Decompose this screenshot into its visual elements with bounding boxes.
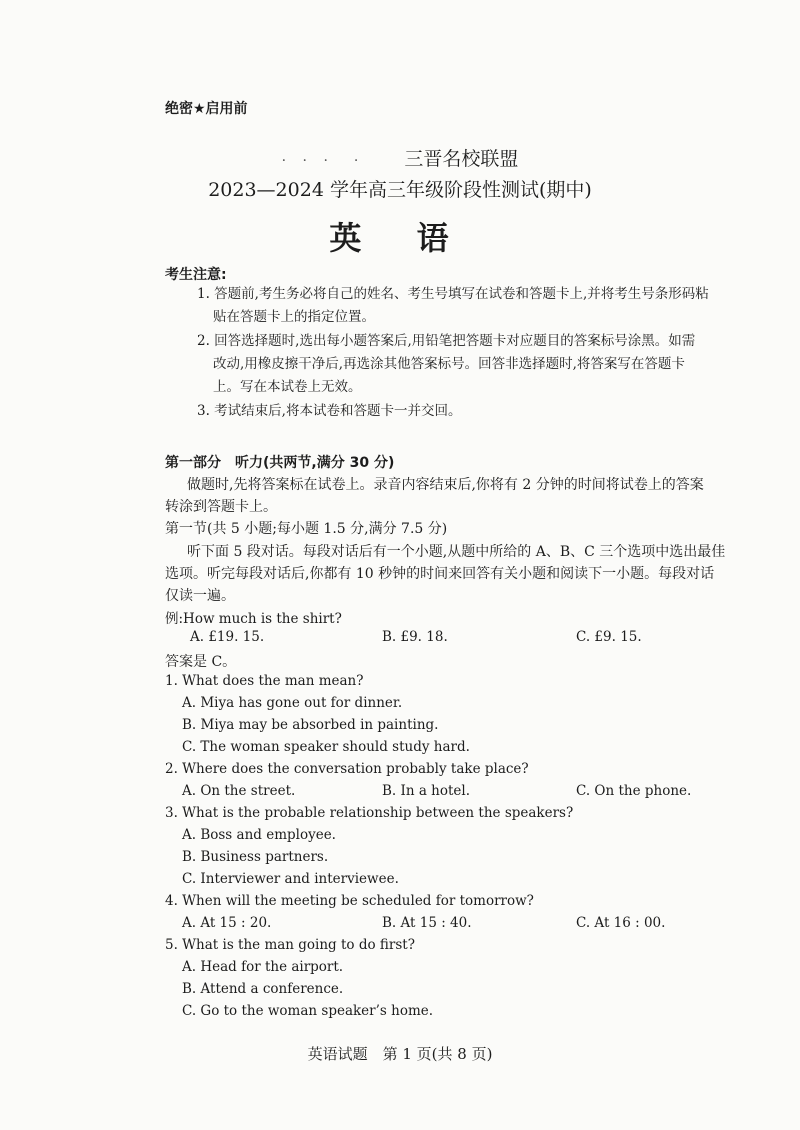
q1-option-a: A. Miya has gone out for dinner. [182, 695, 403, 711]
subject-title: 英 语 [329, 219, 471, 257]
note-3-line-1: 3. 考试结束后,将本试卷和答题卡一并交回。 [197, 403, 462, 419]
part1-intro-line-1: 做题时,先将答案标在试卷上。录音内容结束后,你将有 2 分钟的时间将试卷上的答案 [187, 477, 704, 493]
q1-option-b: B. Miya may be absorbed in painting. [182, 717, 439, 733]
example-answer: 答案是 C。 [165, 654, 237, 670]
question-5: 5. What is the man going to do first? [165, 937, 415, 953]
confidential-label: 绝密★启用前 [165, 101, 248, 117]
note-2-line-1: 2. 回答选择题时,选出每小题答案后,用铅笔把答题卡对应题目的答案标号涂黑。如需 [197, 333, 696, 349]
question-1: 1. What does the man mean? [165, 673, 364, 689]
note-1-line-2: 贴在答题卡上的指定位置。 [213, 309, 375, 325]
q3-option-b: B. Business partners. [182, 849, 329, 865]
q1-option-c: C. The woman speaker should study hard. [182, 739, 470, 755]
q4-option-b: B. At 15 : 40. [382, 915, 472, 931]
note-2-line-3: 上。写在本试卷上无效。 [213, 379, 362, 395]
example-option-c: C. £9. 15. [576, 629, 642, 645]
exam-title: 2023—2024 学年高三年级阶段性测试(期中) [208, 179, 592, 201]
note-1-line-1: 1. 答题前,考生务必将自己的姓名、考生号填写在试卷和答题卡上,并将考生号条形码粘 [197, 286, 709, 302]
part1-heading: 第一部分 听力(共两节,满分 30 分) [165, 455, 395, 471]
q3-option-a: A. Boss and employee. [182, 827, 336, 843]
question-4: 4. When will the meeting be scheduled for tomorrow? [165, 893, 534, 909]
q2-option-a: A. On the street. [182, 783, 296, 799]
example-option-a: A. £19. 15. [190, 629, 265, 645]
question-3: 3. What is the probable relationship between the speakers? [165, 805, 574, 821]
q2-option-b: B. In a hotel. [382, 783, 471, 799]
section1-heading: 第一节(共 5 小题;每小题 1.5 分,满分 7.5 分) [165, 521, 448, 537]
q2-option-c: C. On the phone. [576, 783, 692, 799]
instr-line-2: 选项。听完每段对话后,你都有 10 秒钟的时间来回答有关小题和阅读下一小题。每段对话 [165, 566, 715, 582]
instr-line-3: 仅读一遍。 [165, 588, 235, 604]
part1-intro-line-2: 转涂到答题卡上。 [165, 499, 277, 515]
page-footer: 英语试题 第 1 页(共 8 页) [307, 1045, 493, 1063]
note-2-line-2: 改动,用橡皮擦干净后,再选涂其他答案标号。回答非选择题时,将答案写在答题卡 [213, 356, 685, 372]
q5-option-c: C. Go to the woman speaker’s home. [182, 1003, 434, 1019]
q4-option-a: A. At 15 : 20. [182, 915, 272, 931]
notes-heading: 考生注意: [165, 267, 227, 283]
instr-line-1: 听下面 5 段对话。每段对话后有一个小题,从题中所给的 A、B、C 三个选项中选出最佳 [187, 544, 726, 560]
q4-option-c: C. At 16 : 00. [576, 915, 666, 931]
q5-option-b: B. Attend a conference. [182, 981, 344, 997]
example-question: 例:How much is the shirt? [165, 611, 342, 627]
question-2: 2. Where does the conversation probably take place? [165, 761, 529, 777]
example-option-b: B. £9. 18. [382, 629, 448, 645]
q3-option-c: C. Interviewer and interviewee. [182, 871, 399, 887]
org-title: · · · · 三晋名校联盟 [281, 148, 519, 170]
scan-specks: · · · · [281, 153, 365, 169]
q5-option-a: A. Head for the airport. [182, 959, 344, 975]
